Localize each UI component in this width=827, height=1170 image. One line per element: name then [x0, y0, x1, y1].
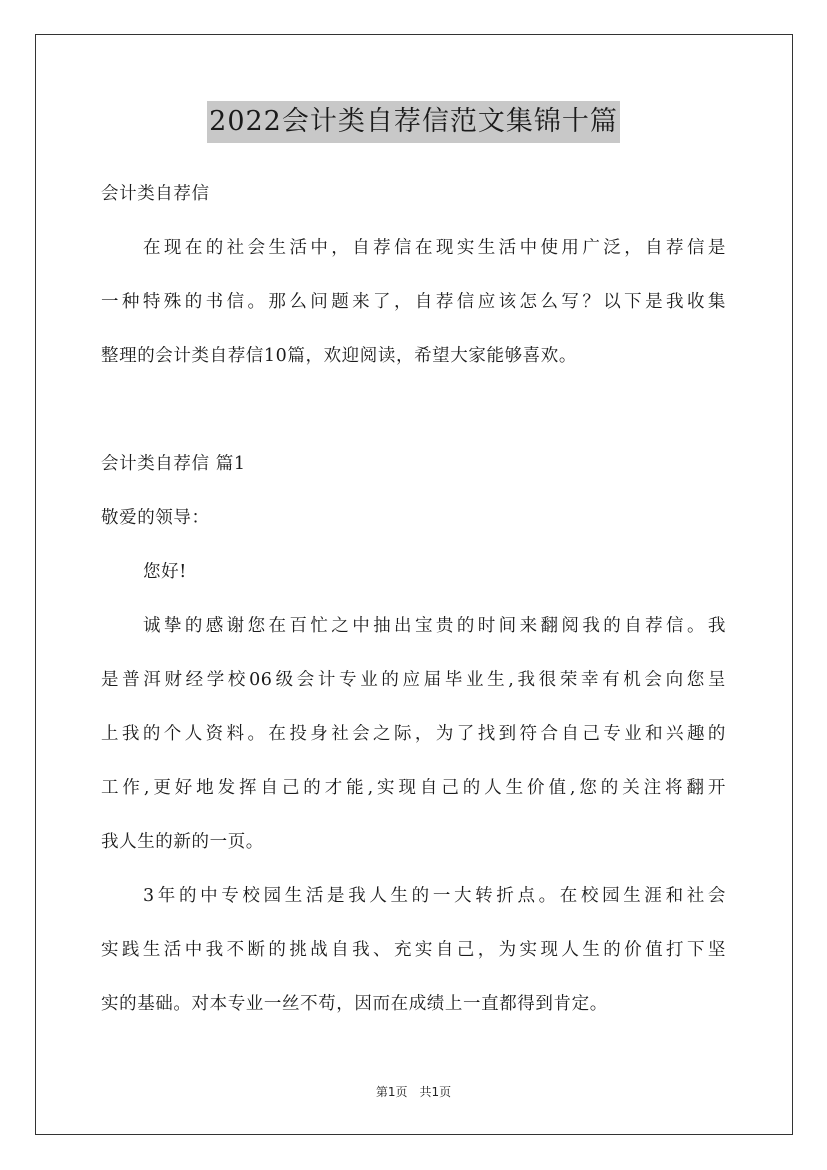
salutation: 敬爱的领导： — [101, 508, 210, 528]
para2-line-2: 实践生活中我不断的挑战自我、充实自己，为实现人生的价值打下坚 — [101, 940, 726, 960]
section-heading-1: 会计类自荐信 篇1 — [101, 454, 246, 474]
page-number-footer: 第1页 共1页 — [375, 1085, 452, 1099]
greeting: 您好! — [143, 562, 187, 582]
intro-heading: 会计类自荐信 — [101, 184, 210, 204]
para1-line-1: 诚挚的感谢您在百忙之中抽出宝贵的时间来翻阅我的自荐信。我 — [143, 616, 726, 636]
intro-line-3: 整理的会计类自荐信10篇，欢迎阅读，希望大家能够喜欢。 — [101, 346, 577, 366]
para2-line-3: 实的基础。对本专业一丝不苟，因而在成绩上一直都得到肯定。 — [101, 994, 608, 1014]
document-title-text: 2022会计类自荐信范文集锦十篇 — [207, 101, 620, 143]
document-title — [0, 100, 827, 143]
intro-line-1: 在现在的社会生活中，自荐信在现实生活中使用广泛，自荐信是 — [143, 238, 726, 258]
para1-line-3: 上我的个人资料。在投身社会之际，为了找到符合自己专业和兴趣的 — [101, 724, 726, 744]
para1-line-4: 工作,更好地发挥自己的才能,实现自己的人生价值,您的关注将翻开 — [101, 778, 726, 798]
para1-line-2: 是普洱财经学校06级会计专业的应届毕业生,我很荣幸有机会向您呈 — [101, 670, 726, 690]
intro-line-2: 一种特殊的书信。那么问题来了，自荐信应该怎么写？以下是我收集 — [101, 292, 726, 312]
para1-line-5: 我人生的新的一页。 — [101, 832, 264, 852]
para2-line-1: 3年的中专校园生活是我人生的一大转折点。在校园生涯和社会 — [143, 886, 726, 906]
